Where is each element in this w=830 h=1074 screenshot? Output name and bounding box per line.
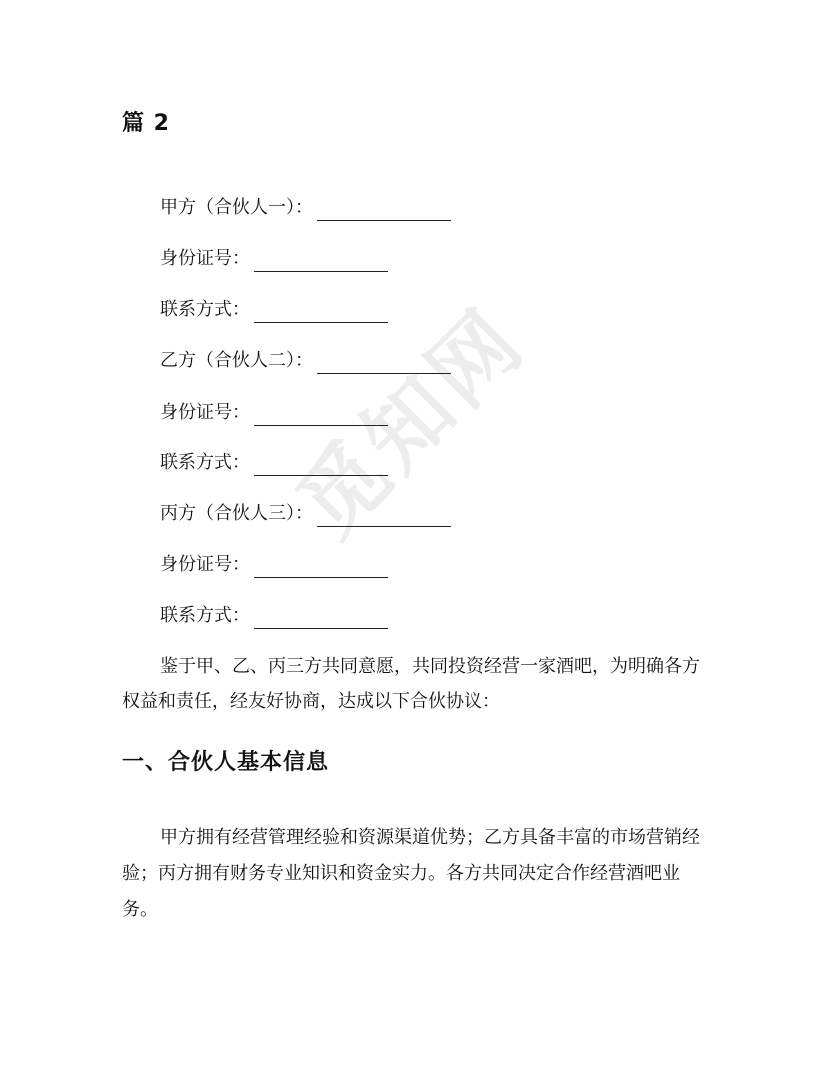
field-label: 甲方（合伙人一）： (160, 197, 313, 218)
party-b-id-field (160, 400, 388, 426)
fill-in-blank (254, 302, 388, 323)
intro-paragraph: 鉴于甲、乙、丙三方共同意愿，共同投资经营一家酒吧，为明确各方权益和责任，经友好协商，达成以下合伙协议： (122, 656, 700, 712)
field-label: 身份证号： (160, 554, 250, 575)
fill-in-blank (254, 557, 388, 578)
party-b-name-field (160, 348, 451, 374)
fill-in-blank (254, 455, 388, 476)
watermark: 觅知网 (278, 289, 545, 556)
party-b-contact-field (160, 450, 388, 476)
field-label: 身份证号： (160, 402, 250, 423)
field-label: 联系方式： (160, 299, 250, 320)
field-label: 乙方（合伙人二）： (160, 350, 313, 371)
fill-in-blank (254, 405, 388, 426)
party-c-name-field (160, 501, 451, 527)
party-c-contact-field (160, 603, 388, 629)
party-a-name-field (160, 195, 451, 221)
party-a-contact-field (160, 297, 388, 323)
party-c-id-field (160, 552, 388, 578)
field-label: 丙方（合伙人三）： (160, 503, 313, 524)
field-label: 身份证号： (160, 248, 250, 269)
fill-in-blank (317, 353, 451, 374)
fill-in-blank (317, 200, 451, 221)
fill-in-blank (254, 608, 388, 629)
section-1-body: 甲方拥有经营管理经验和资源渠道优势；乙方具备丰富的市场营销经验；丙方拥有财务专业知识和资金实力。各方共同决定合作经营酒吧业务。 (122, 827, 700, 920)
fill-in-blank (317, 506, 451, 527)
section-label: 篇 2 (122, 111, 170, 136)
section-1-title: 一、合伙人基本信息 (122, 750, 330, 775)
field-label: 联系方式： (160, 452, 250, 473)
field-label: 联系方式： (160, 605, 250, 626)
party-a-id-field (160, 246, 388, 272)
fill-in-blank (254, 251, 388, 272)
